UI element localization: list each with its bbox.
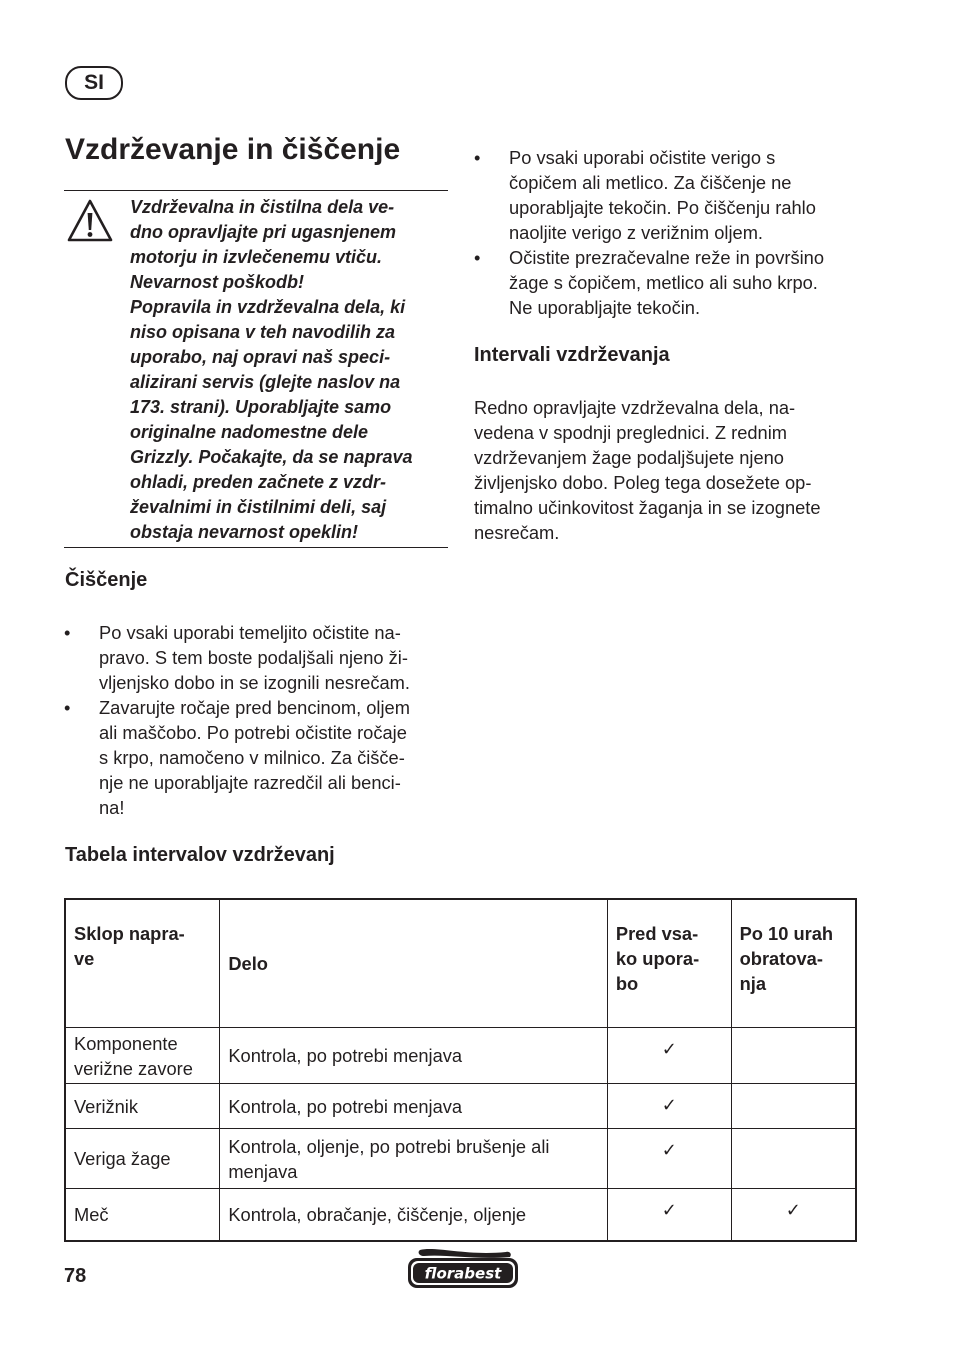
warning-line: ževalnimi in čistilnimi deli, saj [130,497,387,517]
cell-line: verižne zavore [74,1057,193,1079]
header-line: bo [615,973,639,994]
cell-line: Kontrola, obračanje, čiščenje, oljenje [228,1203,527,1225]
table-row [65,1028,856,1084]
intervals-heading: Intervali vzdrževanja [474,344,670,366]
cell-after-10h [731,1189,856,1241]
paragraph-line: življenjsko dobo. Poleg tega dosežete op- [474,472,812,493]
list-item [64,695,454,820]
warning-text [130,195,448,545]
cell-line: Kontrola, po potrebi menjava [228,1095,463,1117]
header-before-use [607,899,731,1028]
cell-before-use [607,1189,731,1241]
header-line: Delo [228,953,268,974]
paragraph-line: vzdrževanjem žage podaljšujete njeno [474,447,784,468]
logo-wordmark: florabest [424,1264,502,1283]
warning-line: motorju in izvlečenemu vtiču. [130,247,383,267]
check-mark-icon: ✓ [661,1095,677,1116]
table-heading: Tabela intervalov vzdrževanj [65,844,335,866]
list-item-line: • Po vsaki uporabi temeljito očistite na- [99,622,401,643]
table-row [65,1129,856,1189]
paragraph-line: timalno učinkovitost žaganja in se izognete [474,497,821,518]
cell-assembly [65,1129,220,1189]
header-work [220,899,608,1028]
list-item-line: Ne uporabljajte tekočin. [509,297,701,318]
cell-assembly [65,1084,220,1129]
cleaning-list [64,620,454,820]
cell-line: Veriga žage [74,1148,171,1169]
list-item-line: • Po vsaki uporabi očistite verigo s [509,147,776,168]
florabest-logo [406,1246,520,1290]
cell-after-10h [731,1084,856,1129]
list-item [64,620,454,695]
paragraph-line: nesrečam. [474,522,560,543]
check-mark-icon: ✓ [785,1200,801,1221]
warning-line: Popravila in vzdrževalna dela, ki [130,297,406,317]
cell-work [220,1189,608,1241]
list-item-line: vljenjsko dobo in se izognili nesrečam. [99,672,410,693]
cell-after-10h [731,1028,856,1084]
cell-after-10h [731,1129,856,1189]
list-item [474,145,874,245]
header-line: Sklop napra- [74,923,185,944]
cleaning-heading: Čiščenje [65,569,148,591]
list-item-line: pravo. S tem boste podaljšali njeno ži- [99,647,408,668]
cell-line: Kontrola, oljenje, po potrebi brušenje ali [228,1135,550,1157]
cell-work [220,1129,608,1189]
cell-assembly [65,1189,220,1241]
cell-before-use [607,1028,731,1084]
list-item-line: s krpo, namočeno v milnico. Za čišče- [99,747,405,768]
header-line: obratova- [739,948,823,969]
warning-bottom-rule [64,547,448,548]
list-item [474,245,874,320]
cell-line: Kontrola, po potrebi menjava [228,1045,463,1066]
cell-assembly [65,1028,220,1084]
list-item-line: žage s čopičem, metlico ali suho krpo. [509,272,818,293]
list-item-line: uporabljajte tekočin. Po čiščenju rahlo [509,197,816,218]
header-after-10h [731,899,856,1028]
table-row [65,1084,856,1129]
warning-line: uporabo, naj opravi naš speci- [130,347,391,367]
chain-cleaning-list [474,145,874,320]
warning-line: originalne nadomestne dele [130,422,369,442]
check-mark-icon: ✓ [661,1140,677,1161]
warning-line: Grizzly. Počakajte, da se naprava [130,447,413,467]
warning-line: ohladi, preden začnete z vzdr- [130,472,387,492]
check-mark-icon: ✓ [661,1200,677,1221]
check-mark-icon: ✓ [661,1039,677,1060]
language-badge: SI [65,66,123,100]
page-title: Vzdrževanje in čiščenje [65,133,401,166]
cell-before-use [607,1129,731,1189]
list-item-line: nje ne uporabljajte razredčil ali benci- [99,772,401,793]
warning-line: 173. strani). Uporabljajte samo [130,397,392,417]
list-item-line: • Zavarujte ročaje pred bencinom, oljem [99,697,410,718]
list-item-line: • Očistite prezračevalne reže in površino [509,247,824,268]
header-line: Po 10 urah [739,923,834,944]
warning-line: Nevarnost poškodb! [130,272,305,292]
table-row [65,1189,856,1241]
paragraph-line: Redno opravljajte vzdrževalna dela, na- [474,397,796,418]
warning-line: obstaja nevarnost opeklin! [130,522,359,542]
page-number: 78 [64,1265,87,1287]
warning-line: dno opravljajte pri ugasnjenem [130,222,397,242]
paragraph-line: vedena v spodnji preglednici. Z rednim [474,422,787,443]
maintenance-table [64,898,857,1242]
warning-line: niso opisana v teh navodilih za [130,322,396,342]
header-line: Pred vsa- [615,923,699,944]
cell-line: Verižnik [74,1095,139,1117]
intervals-paragraph [474,395,874,545]
header-assembly [65,899,220,1028]
list-item-line: na! [99,797,125,818]
table-header-row [65,899,856,1028]
cell-line: Meč [74,1203,109,1225]
header-line: ve [74,948,95,969]
list-item-line: naoljite verigo z verižnim oljem. [509,222,764,243]
cell-work [220,1084,608,1129]
cell-line: menjava [228,1160,298,1182]
warning-triangle-icon [66,198,114,244]
cell-line: Komponente [74,1032,178,1054]
header-line: ko upora- [615,948,700,969]
warning-top-rule [64,190,448,191]
list-item-line: ali maščobo. Po potrebi očistite ročaje [99,722,407,743]
warning-line: Vzdrževalna in čistilna dela ve- [130,197,395,217]
cell-before-use [607,1084,731,1129]
cell-work [220,1028,608,1084]
header-line: nja [739,973,767,994]
warning-line: alizirani servis (glejte naslov na [130,372,401,392]
list-item-line: čopičem ali metlico. Za čiščenje ne [509,172,792,193]
